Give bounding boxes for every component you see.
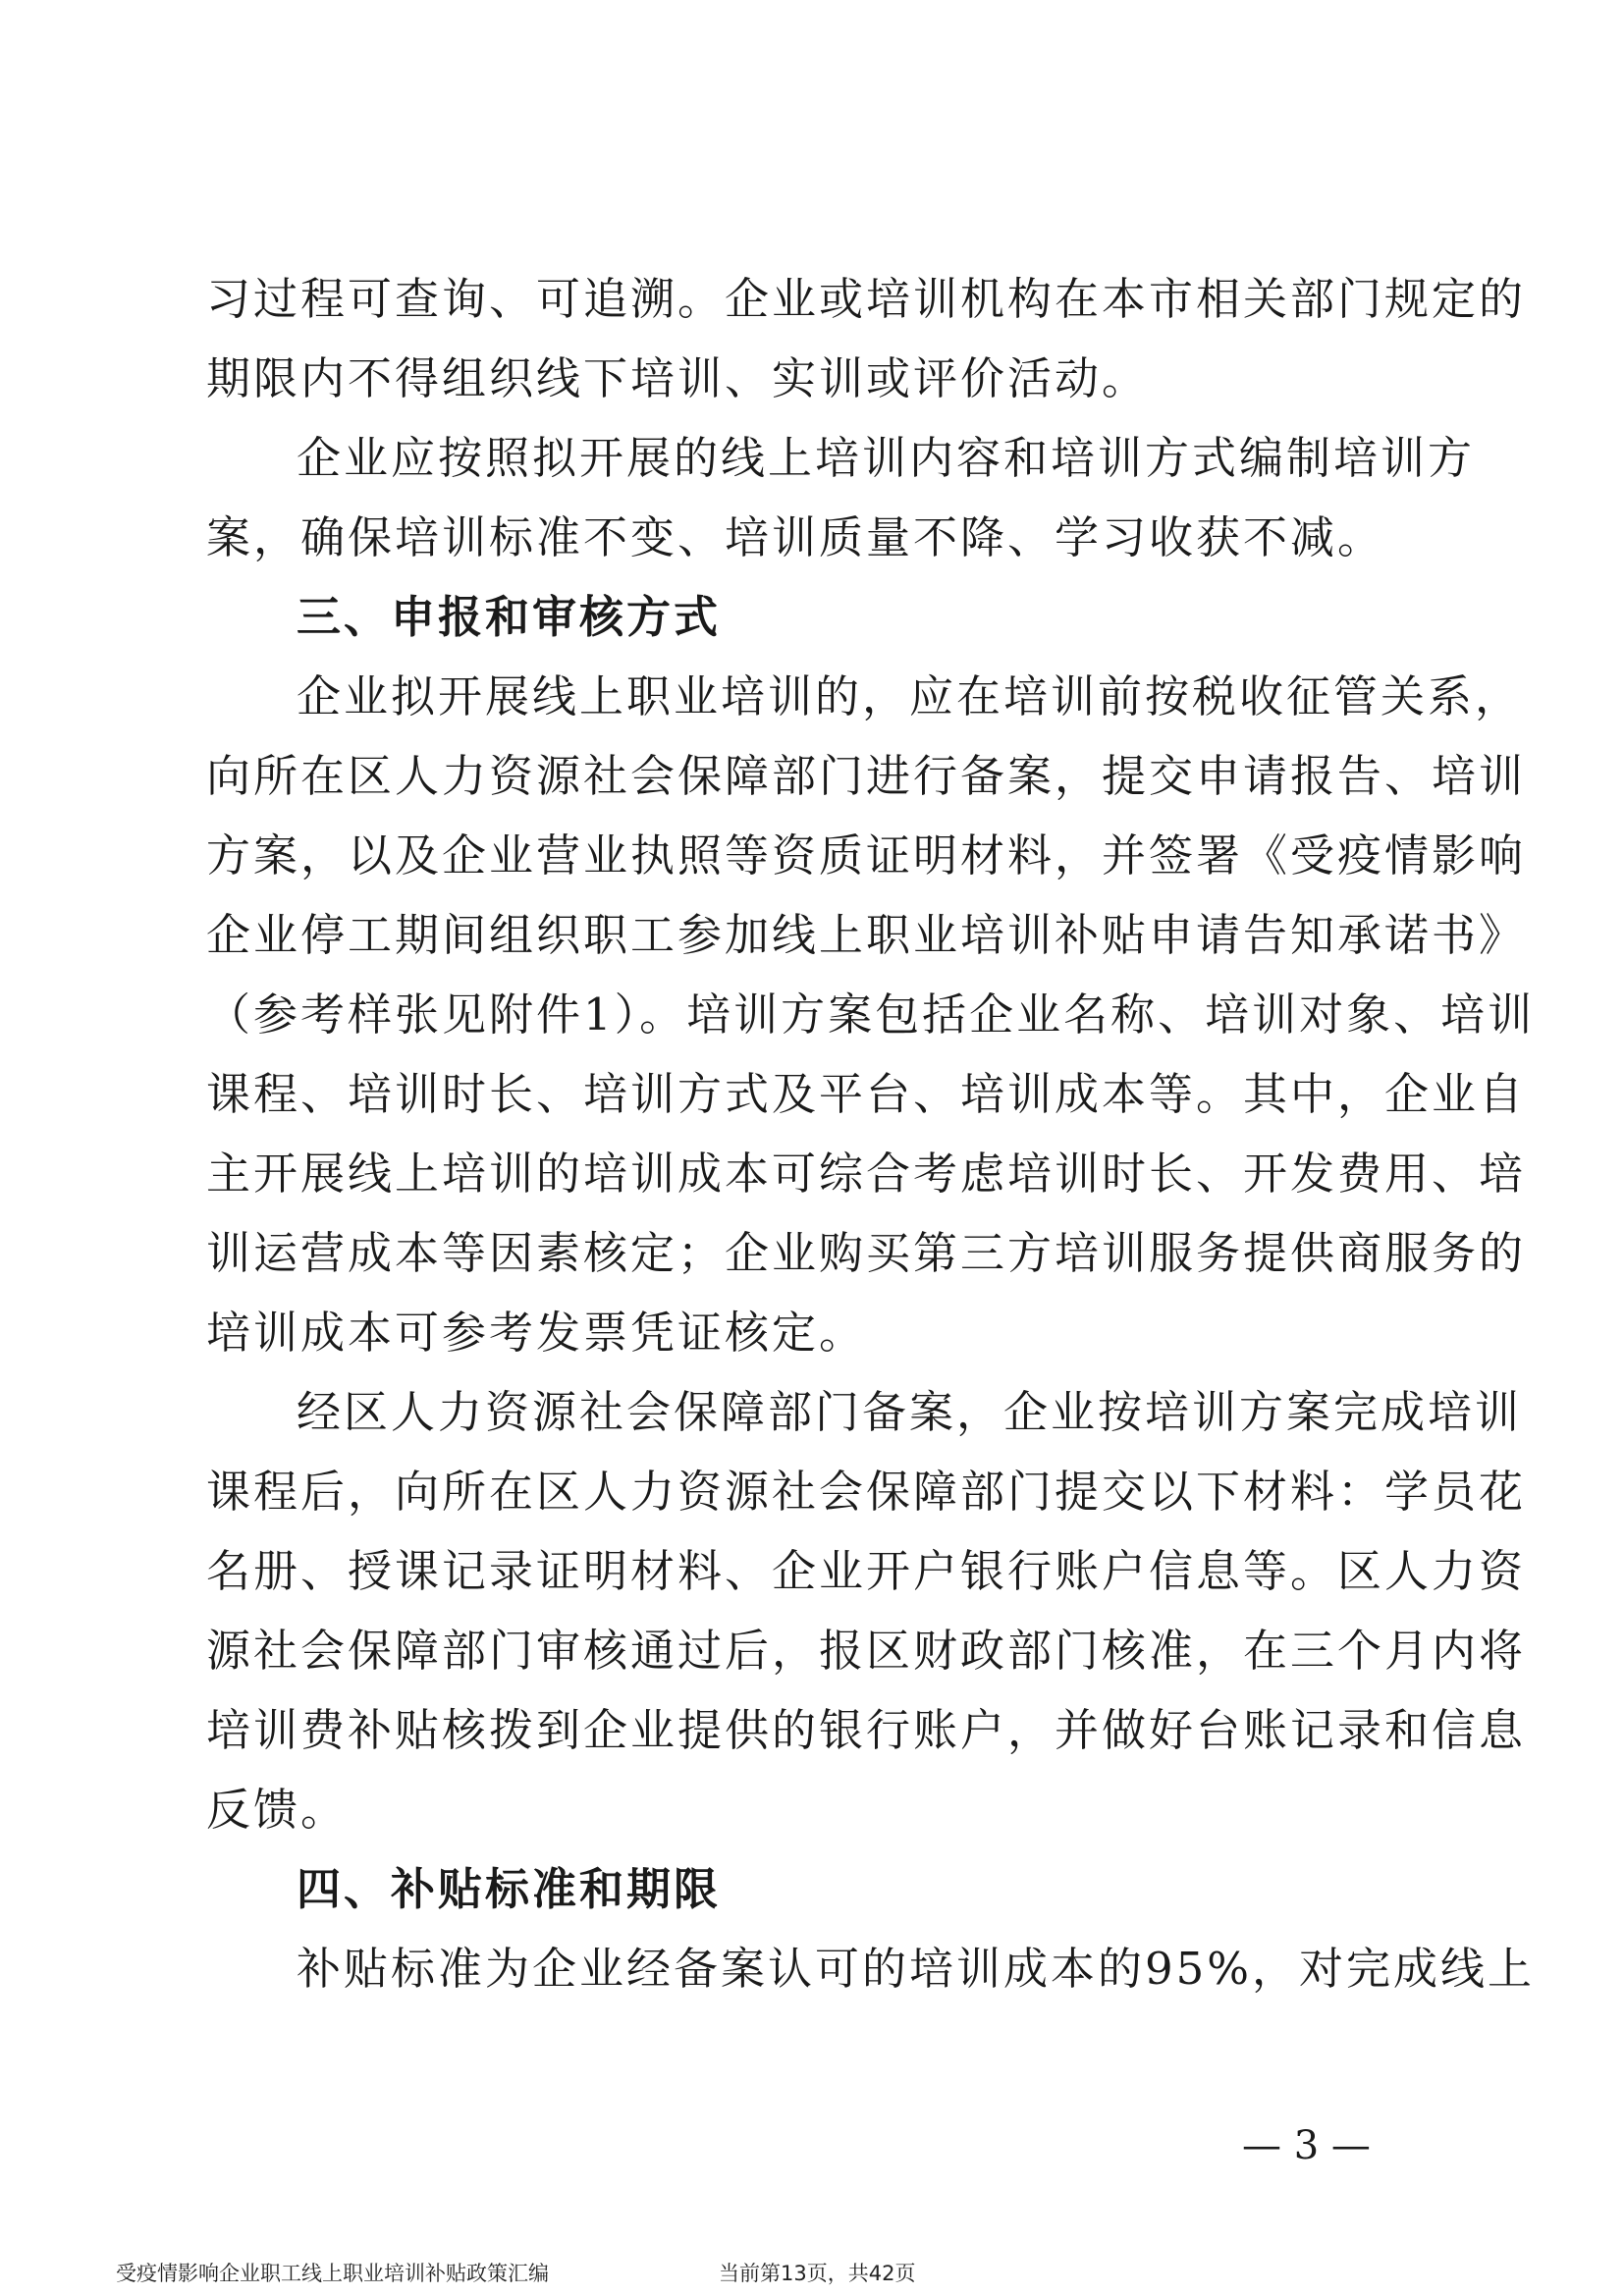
paragraph-line: 课程后，向所在区人力资源社会保障部门提交以下材料：学员花 <box>206 1466 1527 1518</box>
section-heading: 三、申报和审核方式 <box>297 591 722 643</box>
footer-page-info: 当前第13页，共42页 <box>719 2262 916 2285</box>
paragraph-line: 名册、授课记录证明材料、企业开户银行账户信息等。区人力资 <box>206 1545 1527 1597</box>
paragraph-line: 向所在区人力资源社会保障部门进行备案，提交申请报告、培训 <box>206 750 1527 802</box>
paragraph-line: 企业拟开展线上职业培训的，应在培训前按税收征管关系， <box>297 670 1523 722</box>
paragraph-line: 课程、培训时长、培训方式及平台、培训成本等。其中，企业自 <box>206 1068 1527 1120</box>
paragraph-line: 反馈。 <box>206 1784 349 1836</box>
paragraph-line: （参考样张见附件1）。培训方案包括企业名称、培训对象、培训 <box>206 988 1536 1041</box>
paragraph-line: 训运营成本等因素核定；企业购买第三方培训服务提供商服务的 <box>206 1227 1527 1279</box>
section-heading: 四、补贴标准和期限 <box>297 1863 722 1915</box>
paragraph-line: 培训成本可参考发票凭证核定。 <box>206 1307 867 1359</box>
paragraph-line: 源社会保障部门审核通过后，报区财政部门核准，在三个月内将 <box>206 1625 1527 1677</box>
paragraph-line: 主开展线上培训的培训成本可综合考虑培训时长、开发费用、培 <box>206 1148 1527 1200</box>
paragraph-line: 企业应按照拟开展的线上培训内容和培训方式编制培训方 <box>297 432 1476 484</box>
paragraph-line: 案，确保培训标准不变、培训质量不降、学习收获不减。 <box>206 511 1385 563</box>
paragraph-line: 方案，以及企业营业执照等资质证明材料，并签署《受疫情影响 <box>206 829 1527 881</box>
paragraph-line: 企业停工期间组织职工参加线上职业培训补贴申请告知承诺书》 <box>206 909 1527 961</box>
footer-title: 受疫情影响企业职工线上职业培训补贴政策汇编 <box>116 2262 549 2285</box>
paragraph-line: 习过程可查询、可追溯。企业或培训机构在本市相关部门规定的 <box>206 273 1527 325</box>
paragraph-line: 期限内不得组织线下培训、实训或评价活动。 <box>206 352 1150 404</box>
document-body <box>206 259 1536 2008</box>
paragraph-line: 培训费补贴核拨到企业提供的银行账户，并做好台账记录和信息 <box>206 1704 1527 1756</box>
paragraph-line: 经区人力资源社会保障部门备案，企业按培训方案完成培训 <box>297 1386 1523 1438</box>
paragraph-line: 补贴标准为企业经备案认可的培训成本的95%，对完成线上 <box>297 1943 1536 1995</box>
page-number: — 3 — <box>1242 2123 1371 2168</box>
